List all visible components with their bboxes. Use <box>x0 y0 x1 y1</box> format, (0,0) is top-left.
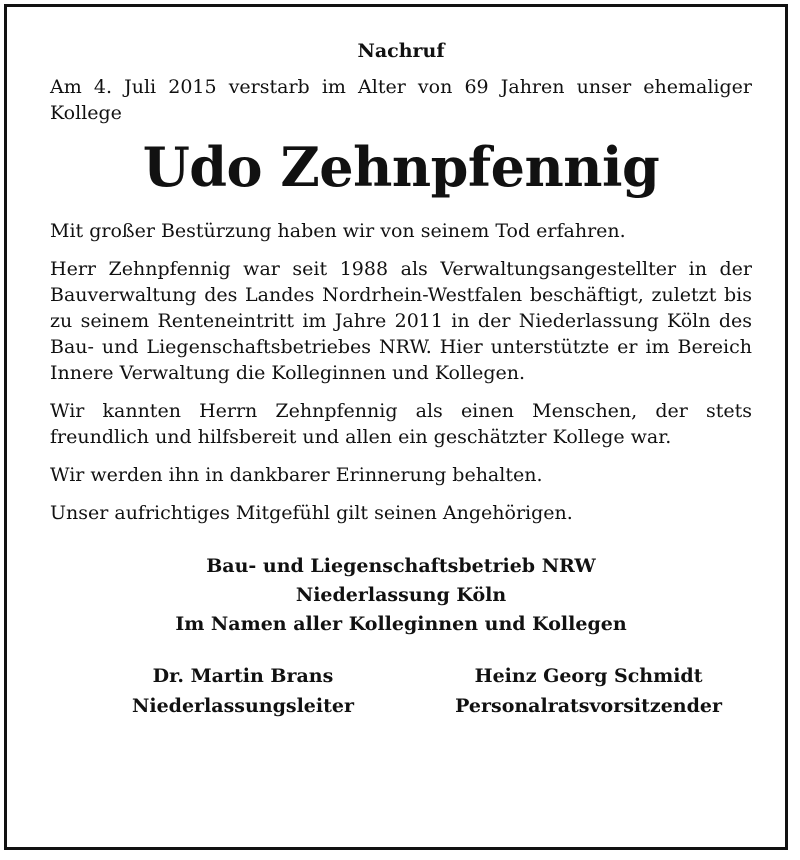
paragraph-career: Herr Zehnpfennig war seit 1988 als Verwaltungsangestellter in der Bauverwaltung des Landes Nordrhein-Westfalen beschäftigt, zuletzt bis zu seinem Renteneintritt im Jahre 2011 in der Niederlassung Köln des Bau- und Liegenschaftsbetriebes NRW. Hier unterstützte er im Bereich Innere Verwaltung die Kolleginnen und Kollegen. <box>50 258 752 384</box>
signatory-right <box>455 661 722 721</box>
organization-block <box>50 552 752 639</box>
signatures <box>50 661 752 721</box>
deceased-name: Udo Zehnpfennig <box>142 135 660 199</box>
signatory-title: Personalratsvorsitzender <box>455 695 722 717</box>
obituary-content <box>50 38 752 721</box>
signatory-name: Heinz Georg Schmidt <box>474 665 703 687</box>
organization-name: Bau- und Liegenschaftsbetrieb NRW <box>206 555 596 577</box>
intro-text: Am 4. Juli 2015 verstarb im Alter von 69 Jahren unser ehemaliger Kollege <box>50 76 752 124</box>
paragraph-character: Wir kannten Herrn Zehnpfennig als einen Menschen, der stets freundlich und hilfsbereit und allen ein geschätzter Kollege war. <box>50 400 752 448</box>
organization-branch: Niederlassung Köln <box>295 584 507 606</box>
signatory-title: Niederlassungsleiter <box>132 695 354 717</box>
signatory-name: Dr. Martin Brans <box>152 665 334 687</box>
paragraph-condolence: Mit großer Bestürzung haben wir von seinem Tod erfahren. <box>50 220 626 242</box>
paragraph-sympathy: Unser aufrichtiges Mitgefühl gilt seinen Angehörigen. <box>50 502 573 524</box>
signatory-left <box>132 661 354 721</box>
paragraph-remembrance: Wir werden ihn in dankbarer Erinnerung behalten. <box>50 464 543 486</box>
obituary-heading: Nachruf <box>357 40 445 62</box>
organization-on-behalf: Im Namen aller Kolleginnen und Kollegen <box>175 613 627 635</box>
